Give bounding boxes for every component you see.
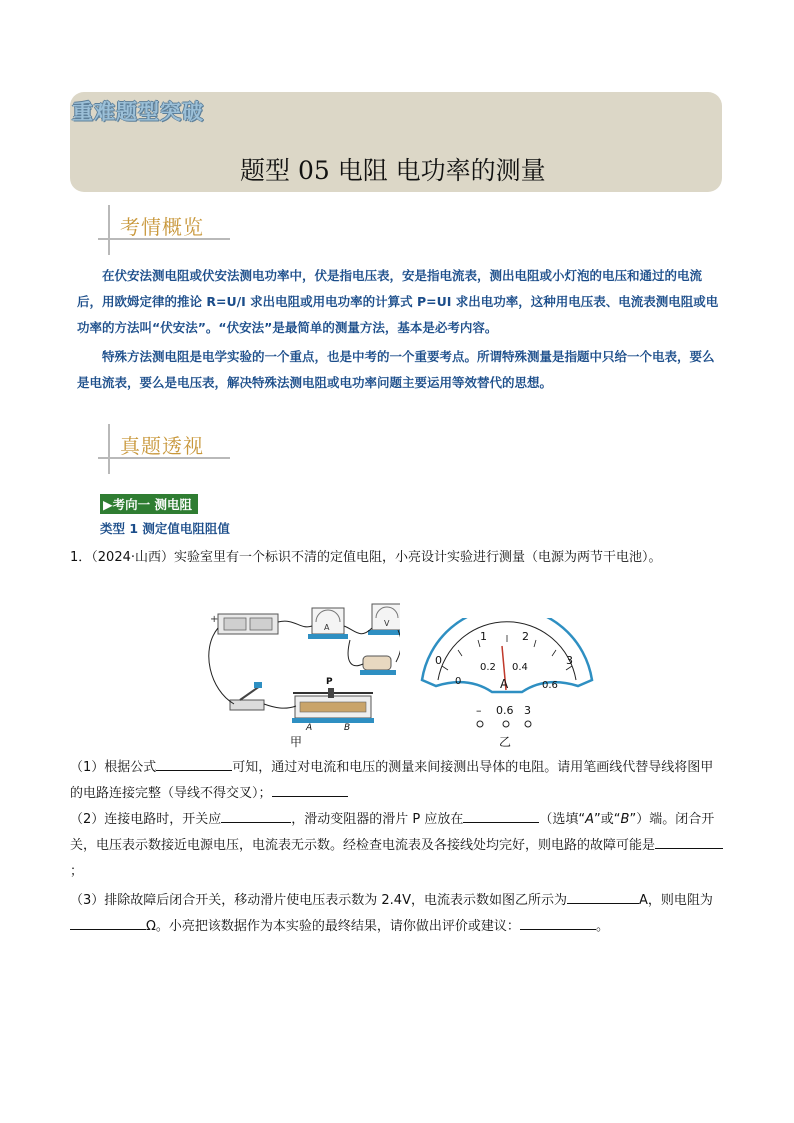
section-label: 真题透视 bbox=[120, 434, 204, 458]
svg-text:0.2: 0.2 bbox=[480, 662, 496, 673]
section-heading-real-exam bbox=[98, 424, 238, 474]
svg-text:0.6: 0.6 bbox=[542, 680, 558, 691]
svg-text:P: P bbox=[326, 677, 333, 687]
subquestion-2: （2）连接电路时，开关应 ，滑动变阻器的滑片 P 应放在 （选填“A”或“B”）端。闭合开关，电压表示数接近电源电压，电流表无示数。经检查电流表及各接线处均完好，则电路的故障可能是； bbox=[70, 807, 726, 885]
svg-text:2: 2 bbox=[522, 630, 529, 643]
answer-blank[interactable] bbox=[221, 808, 291, 823]
svg-text:–: – bbox=[476, 704, 482, 717]
figure-caption-yi: 乙 bbox=[499, 735, 512, 749]
svg-text:A: A bbox=[500, 677, 509, 691]
subquestion-1: （1）根据公式 可知，通过对电流和电压的测量来间接测出导体的电阻。请用笔画线代替导线将图甲的电路连接完整（导线不得交叉）； bbox=[70, 755, 726, 807]
subquestion-3: （3）排除故障后闭合开关，移动滑片使电压表示数为 2.4V，电流表示数如图乙所示为 A，则电阻为Ω。小亮把该数据作为本实验的最终结果，请你做出评价或建议： 。 bbox=[70, 888, 726, 940]
heading-divider bbox=[108, 205, 110, 255]
circuit-figure bbox=[200, 600, 400, 735]
answer-blank[interactable] bbox=[156, 756, 232, 771]
section-heading-overview bbox=[98, 205, 238, 255]
answer-blank[interactable] bbox=[463, 808, 539, 823]
switch-icon bbox=[230, 682, 264, 710]
topic-badge: ▶考向一 测电阻 bbox=[100, 494, 198, 514]
answer-blank[interactable] bbox=[272, 782, 348, 797]
dial-terminals bbox=[476, 704, 531, 727]
page-title: 题型 05 电阻 电功率的测量 bbox=[240, 156, 546, 185]
svg-text:A: A bbox=[306, 723, 313, 733]
section-label: 考情概览 bbox=[120, 215, 204, 239]
svg-text:0.4: 0.4 bbox=[512, 662, 528, 673]
ammeter-icon bbox=[308, 608, 348, 639]
svg-text:0: 0 bbox=[455, 676, 462, 687]
svg-text:0.6: 0.6 bbox=[496, 704, 514, 717]
svg-text:1: 1 bbox=[480, 630, 487, 643]
answer-blank[interactable] bbox=[655, 834, 723, 849]
overview-paragraph-1: 在伏安法测电阻或伏安法测电功率中，伏是指电压表，安是指电流表，测出电阻或小灯泡的电压和通过的电流后，用欧姆定律的推论 R=U/I 求出电阻或用电功率的计算式 P=UI 求出电功率，这种用电压表、电流表测电阻或电功率的方法叫“伏安法”。“伏安法”是最简单的测量方法，基本是必考内容。 bbox=[77, 268, 719, 335]
overview-paragraph-2: 特殊方法测电阻是电学实验的一个重点，也是中考的一个重要考点。所谓特殊测量是指题中只给一个电表，要么是电流表，要么是电压表，解决特殊法测电阻或电功率问题主要运用等效替代的思想。 bbox=[77, 349, 715, 390]
answer-blank[interactable] bbox=[70, 915, 146, 930]
rheostat-icon bbox=[292, 677, 374, 733]
ammeter-dial-figure bbox=[418, 618, 596, 728]
battery-icon bbox=[210, 614, 278, 634]
voltmeter-icon bbox=[368, 604, 400, 635]
banner-tag: 重难题型突破 bbox=[72, 100, 204, 124]
svg-text:3: 3 bbox=[566, 654, 573, 667]
heading-divider bbox=[108, 424, 110, 474]
subtype-label: 类型 1 测定值电阻阻值 bbox=[100, 521, 230, 536]
svg-text:A: A bbox=[324, 623, 330, 632]
svg-text:3: 3 bbox=[524, 704, 531, 717]
svg-text:+: + bbox=[210, 614, 219, 625]
svg-text:B: B bbox=[344, 723, 351, 733]
resistor-icon bbox=[360, 656, 396, 675]
svg-text:V: V bbox=[384, 619, 390, 628]
figure-caption-jia: 甲 bbox=[290, 735, 303, 749]
question-stem: 1．（2024·山西）实验室里有一个标识不清的定值电阻，小亮设计实验进行测量（电源为两节干电池）。 bbox=[70, 550, 662, 565]
answer-blank[interactable] bbox=[520, 915, 596, 930]
answer-blank[interactable] bbox=[567, 889, 639, 904]
svg-text:0: 0 bbox=[435, 654, 442, 667]
